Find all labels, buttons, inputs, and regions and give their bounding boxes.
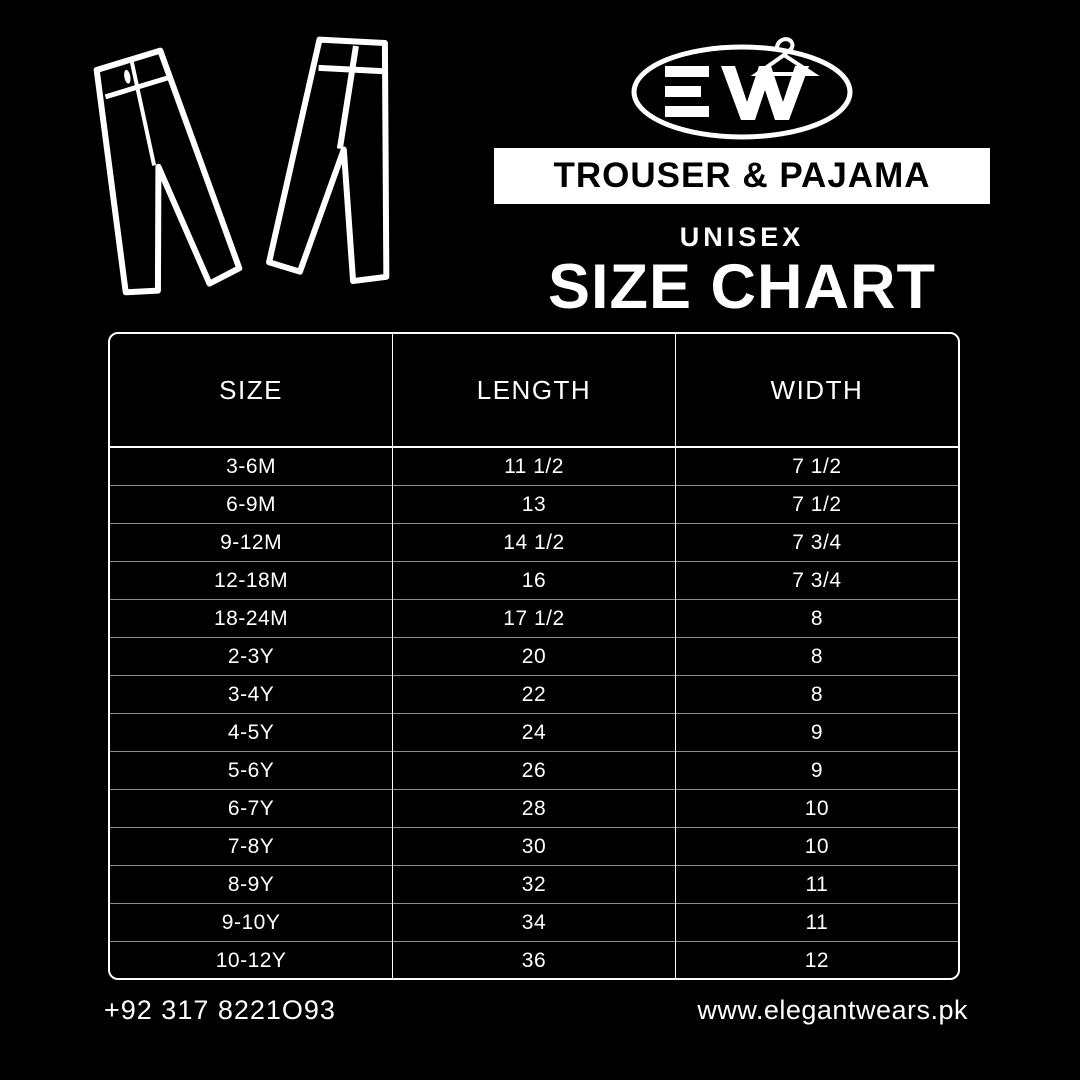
table-row [110,676,958,714]
cell-size: 10-12Y [110,942,393,980]
cell-width: 7 1/2 [675,447,958,486]
cell-size: 9-10Y [110,904,393,942]
cell-size [110,980,393,981]
cell-width: 8 [675,638,958,676]
cell-width: 11 [675,904,958,942]
cell-size: 18-24M [110,600,393,638]
table-row [110,600,958,638]
cell-size: 9-12M [110,524,393,562]
cell-size: 6-9M [110,486,393,524]
contact-website: www.elegantwears.pk [697,995,968,1025]
cell-size: 3-6M [110,447,393,486]
cell-length: 17 1/2 [393,600,676,638]
cell-length [393,980,676,981]
cell-size: 3-4Y [110,676,393,714]
cell-length: 20 [393,638,676,676]
contact-phone: +92 317 8221O93 [104,995,336,1025]
cell-length: 26 [393,752,676,790]
table-row [110,980,958,981]
cell-length: 16 [393,562,676,600]
cell-size: 2-3Y [110,638,393,676]
cell-size: 8-9Y [110,866,393,904]
brand-block [494,24,990,322]
column-header-size: SIZE [110,334,393,447]
cell-width: 7 3/4 [675,524,958,562]
table-body [110,447,958,980]
unisex-label: UNISEX [679,222,805,252]
cell-length: 36 [393,942,676,980]
cell-width: 7 3/4 [675,562,958,600]
table-row [110,447,958,486]
brand-logo [494,24,990,142]
column-header-length: LENGTH [393,334,676,447]
cell-width: 10 [675,790,958,828]
cell-size: 6-7Y [110,790,393,828]
table-row [110,714,958,752]
table-row [110,790,958,828]
cell-width: 10 [675,828,958,866]
table-row [110,562,958,600]
table-row [110,904,958,942]
cell-width: 9 [675,752,958,790]
footer [0,995,1080,1055]
cell-size: 4-5Y [110,714,393,752]
cell-width: 8 [675,600,958,638]
cell-size: 12-18M [110,562,393,600]
cell-width: 8 [675,676,958,714]
page-title: SIZE CHART [548,252,936,322]
cell-width: 11 [675,866,958,904]
table-row [110,942,958,980]
cell-size: 7-8Y [110,828,393,866]
cell-length: 34 [393,904,676,942]
cell-length: 32 [393,866,676,904]
cell-width: 9 [675,714,958,752]
table-header [110,334,958,447]
size-table [110,334,958,980]
product-title-bar: TROUSER & PAJAMA [494,148,990,204]
table-row [110,524,958,562]
table-row [110,638,958,676]
column-header-width: WIDTH [675,334,958,447]
cell-width: 7 1/2 [675,486,958,524]
cell-length: 14 1/2 [393,524,676,562]
cell-size: 5-6Y [110,752,393,790]
size-table-container [108,332,960,980]
cell-width: 12 [675,942,958,980]
cell-length: 22 [393,676,676,714]
cell-length: 11 1/2 [393,447,676,486]
header [0,0,1080,320]
table-row [110,752,958,790]
table-row [110,828,958,866]
cell-length: 30 [393,828,676,866]
cell-length: 28 [393,790,676,828]
table-header-row [110,334,958,447]
cell-length: 13 [393,486,676,524]
table-row [110,866,958,904]
trousers-illustration [88,30,418,315]
table-row [110,486,958,524]
cell-length: 24 [393,714,676,752]
cell-width [675,980,958,981]
